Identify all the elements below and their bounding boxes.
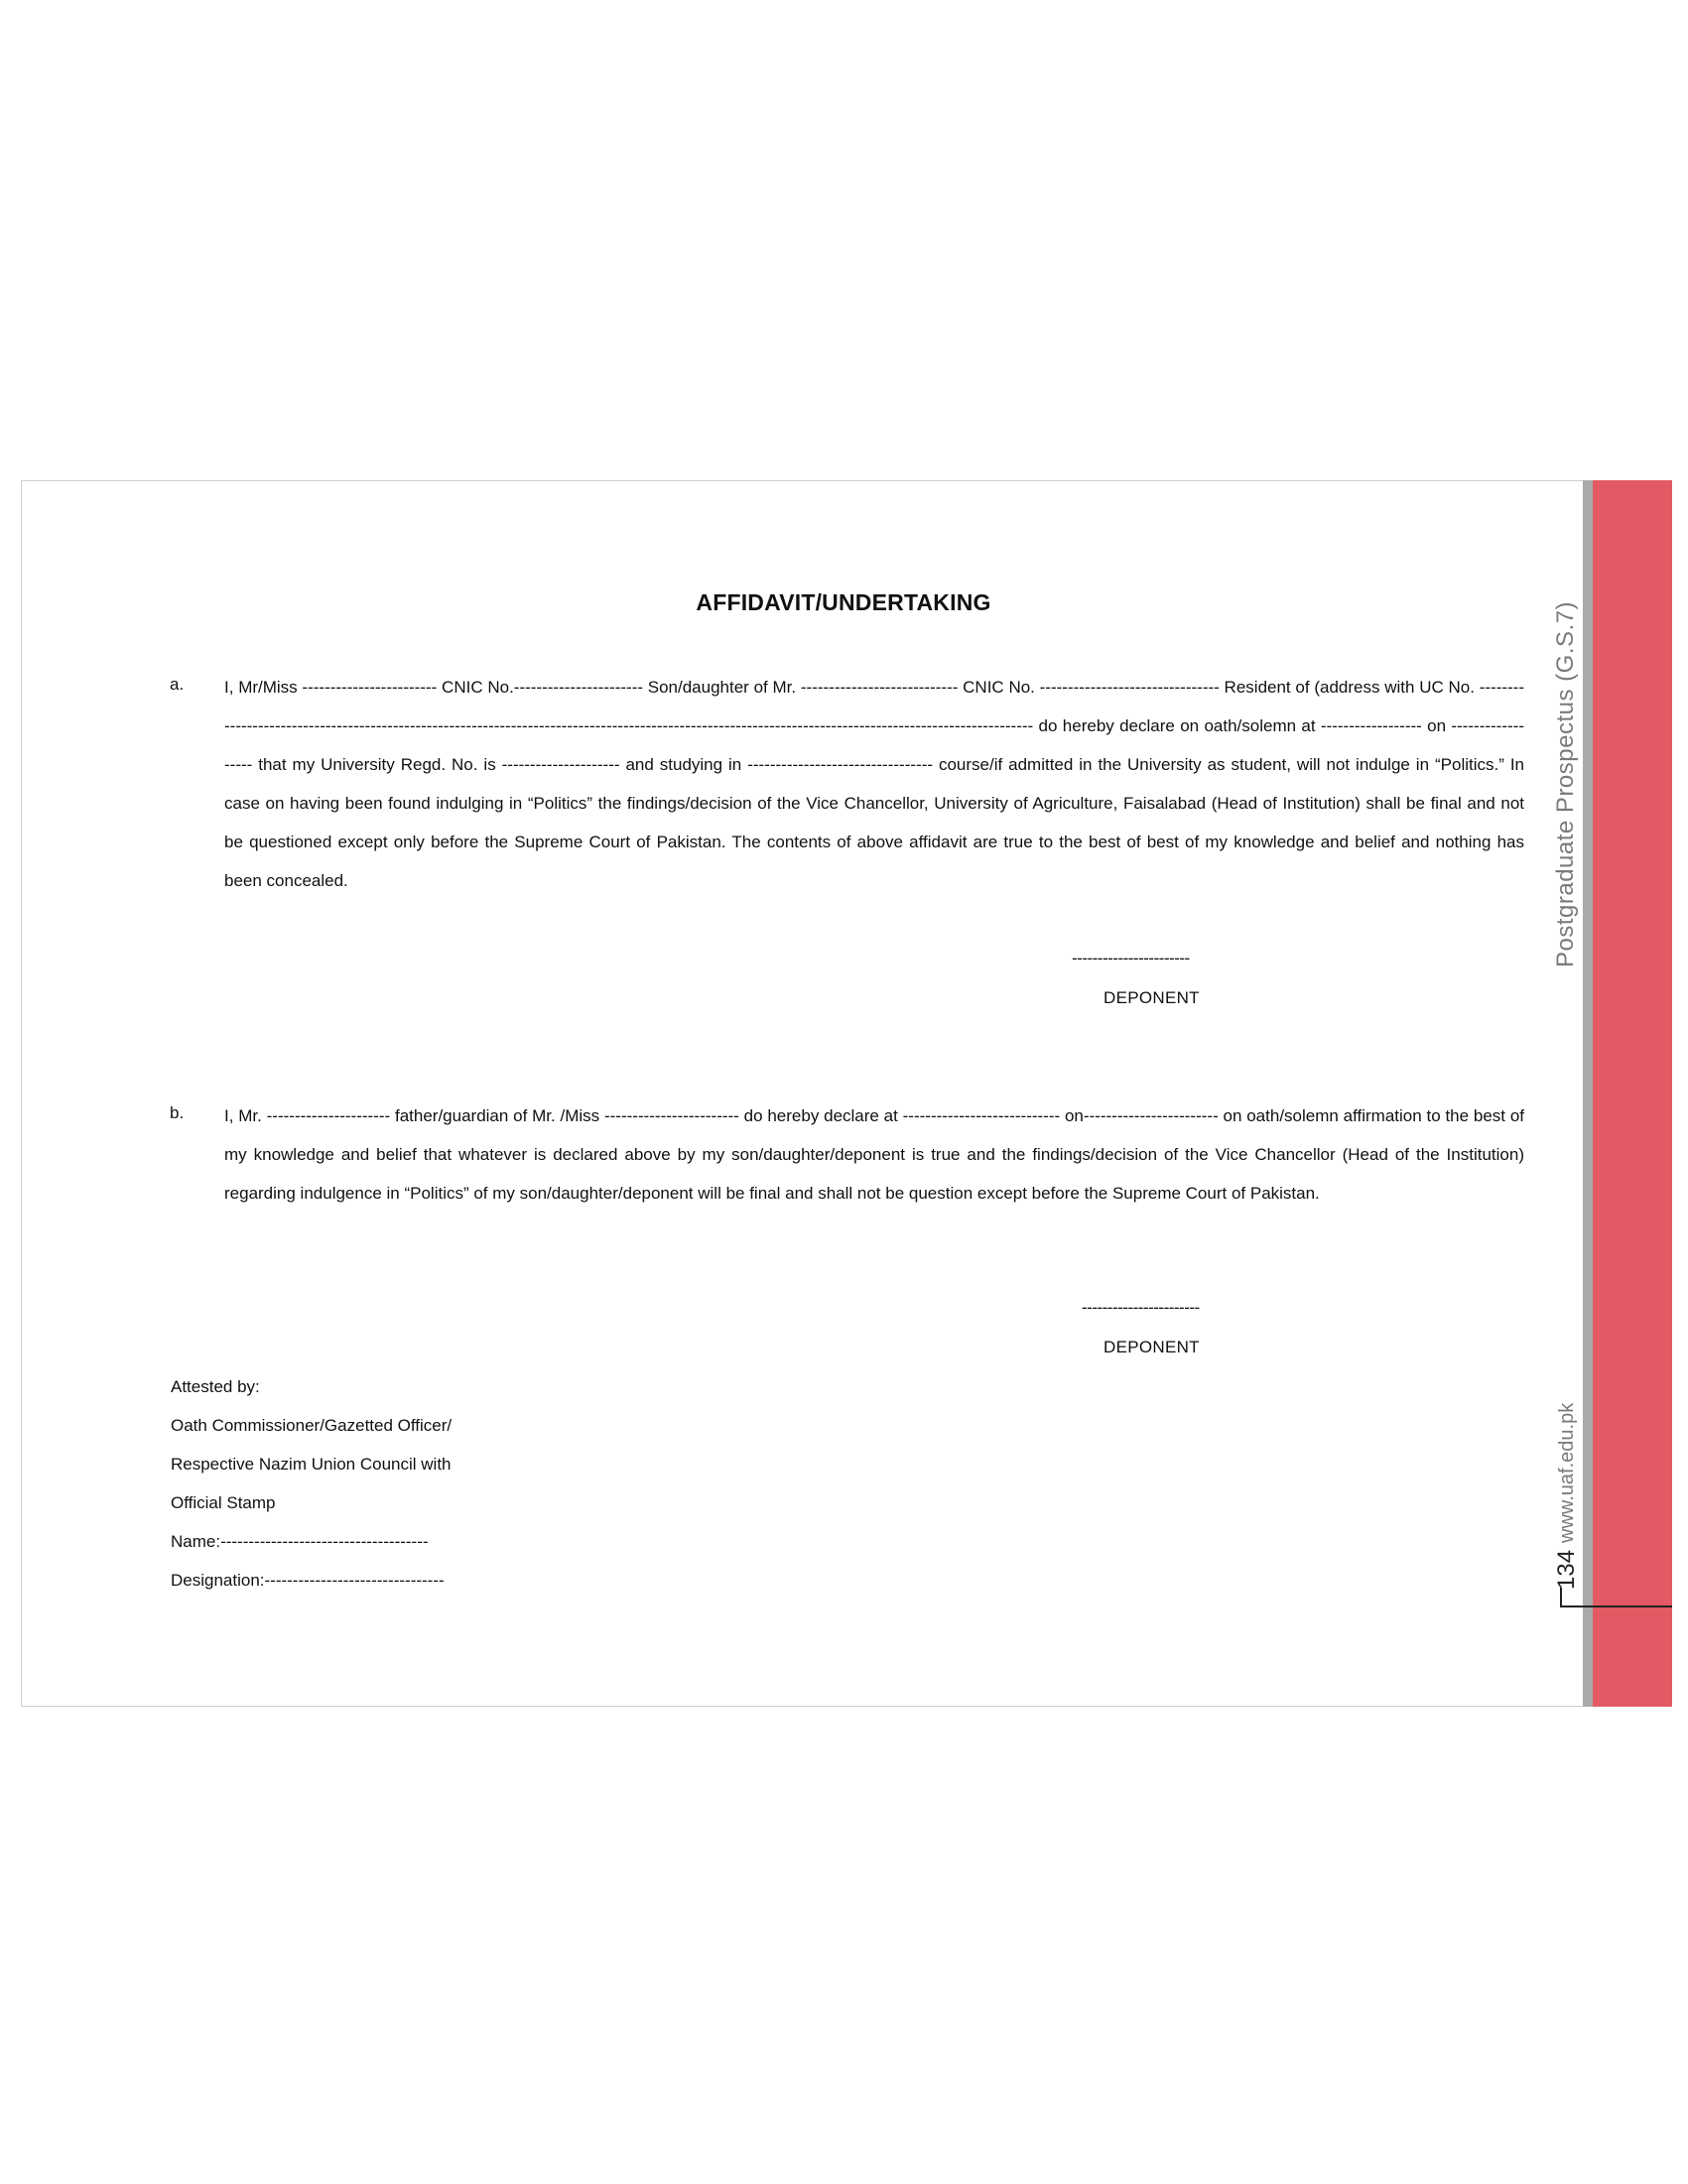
section-a-text: I, Mr/Miss ------------------------ CNIC No.----------------------- Son/daughter of Mr. ---------------------------- CNIC No. -------------------------------- Resident of (address with UC No. -------------------------------------------------------------------------------------------------------------------------------------------------------- do hereby declare on oath/solemn at ------------------ on ------------------ that my University Regd. No. is --------------------- and studying in --------------------------------- course/if admitted in the University as student, will not indulge in “Politics.” In case on having been found indulging in “Politics” the findings/decision of the Vice Chancellor, University of Agriculture, Faisalabad (Head of Institution) shall be final and not be questioned except only before the Supreme Court of Pakistan. The contents of above affidavit are true to the best of best of my knowledge and belief and nothing has been concealed.: [224, 678, 1524, 890]
section-a-letter: a.: [170, 675, 185, 694]
section-b-letter: b.: [170, 1103, 185, 1122]
attester-designation-field: Designation:--------------------------------: [171, 1571, 445, 1590]
prospectus-label: Postgraduate Prospectus (G.S.7): [1552, 600, 1579, 967]
attested-by-label: Attested by:: [171, 1377, 260, 1396]
section-b-signature-line: -----------------------: [1082, 1298, 1200, 1317]
website-label: www.uaf.edu.pk: [1556, 1402, 1578, 1543]
attesting-authority-line-1: Oath Commissioner/Gazetted Officer/: [171, 1416, 453, 1435]
attesting-authority-line-2: Respective Nazim Union Council with: [171, 1455, 452, 1474]
side-gray-stripe: [1583, 480, 1593, 1707]
page-number-rule: [1560, 1606, 1672, 1607]
page-number-tick: [1560, 1588, 1562, 1607]
attester-name-field: Name:-------------------------------------: [171, 1532, 429, 1551]
official-stamp-label: Official Stamp: [171, 1493, 276, 1512]
section-b-text: I, Mr. ---------------------- father/guardian of Mr. /Miss ------------------------ do hereby declare at ---------------------------- on------------------------ on oath/solemn affirmation to the best of my knowledge and belief that whatever is declared above by my son/daughter/deponent is true and the findings/decision of the Vice Chancellor (Head of the Institution) regarding indulgence in “Politics” of my son/daughter/deponent will be final and shall not be question except before the Supreme Court of Pakistan.: [224, 1106, 1524, 1203]
section-a-signature-line: -----------------------: [1072, 949, 1190, 967]
document-title: AFFIDAVIT/UNDERTAKING: [696, 589, 991, 615]
attestation-block: [171, 1367, 452, 1600]
page-number: 134: [1553, 1549, 1580, 1590]
side-red-band: [1593, 480, 1672, 1707]
section-a-deponent-label: DEPONENT: [1104, 988, 1200, 1007]
section-b-deponent-label: DEPONENT: [1104, 1338, 1200, 1356]
